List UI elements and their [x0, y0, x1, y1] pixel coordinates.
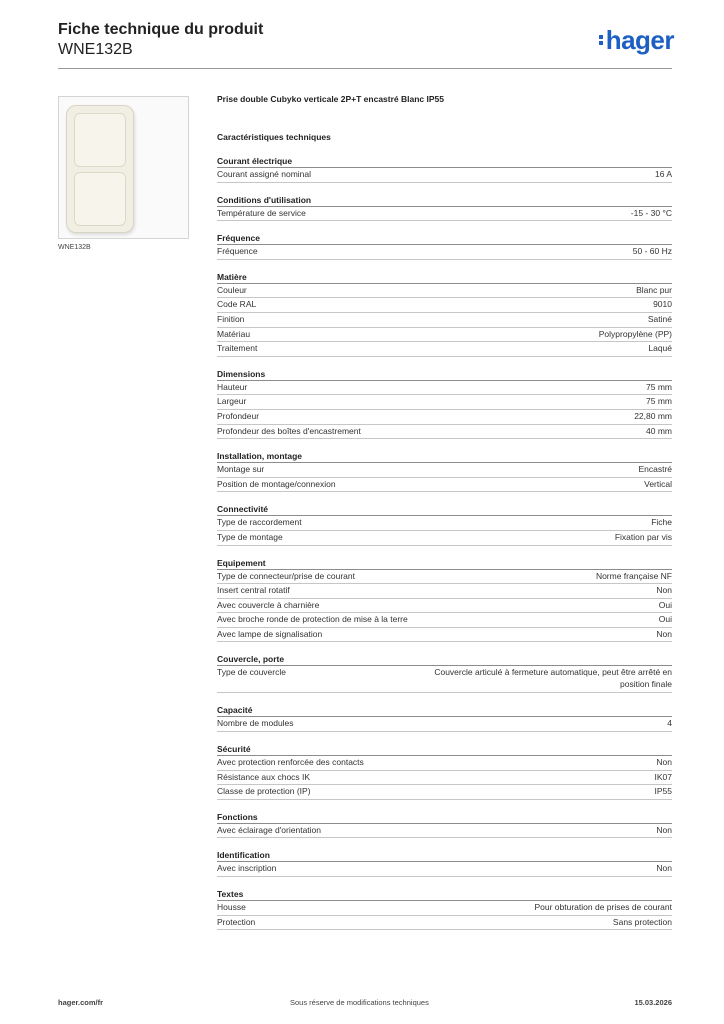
spec-label: Matériau: [217, 328, 251, 339]
spec-value: Polypropylène (PP): [598, 328, 672, 339]
spec-value: Encastré: [638, 464, 672, 475]
socket-plate-icon: [66, 105, 134, 233]
section-title: Fonctions: [217, 812, 672, 824]
spec-label: Traitement: [217, 343, 258, 354]
spec-label: Couleur: [217, 284, 247, 295]
spec-label: Type de connecteur/prise de courant: [217, 570, 355, 581]
spec-section: [217, 195, 672, 222]
spec-value: Fiche: [651, 517, 672, 528]
spec-row: [217, 570, 672, 585]
spec-section: [217, 504, 672, 545]
spec-value: Non: [656, 585, 672, 596]
spec-row: [217, 516, 672, 531]
spec-row: [217, 531, 672, 546]
footer-date: 15.03.2026: [634, 998, 672, 1007]
spec-row: [217, 328, 672, 343]
spec-row: [217, 717, 672, 732]
spec-value: Non: [656, 628, 672, 639]
spec-value: Satiné: [647, 313, 672, 324]
spec-value: Non: [656, 863, 672, 874]
spec-row: [217, 463, 672, 478]
spec-label: Avec lampe de signalisation: [217, 628, 323, 639]
section-title: Textes: [217, 889, 672, 901]
spec-row: [217, 395, 672, 410]
section-title: Courant électrique: [217, 156, 672, 168]
section-title: Fréquence: [217, 233, 672, 245]
specs-heading: Caractéristiques techniques: [217, 132, 331, 142]
section-title: Matière: [217, 272, 672, 284]
spec-label: Type de montage: [217, 531, 283, 542]
spec-value: 40 mm: [646, 425, 672, 436]
spec-row: [217, 916, 672, 931]
spec-value: IP55: [654, 786, 672, 797]
spec-label: Avec couvercle à charnière: [217, 599, 320, 610]
spec-row: [217, 245, 672, 260]
spec-label: Résistance aux chocs IK: [217, 771, 311, 782]
spec-row: [217, 771, 672, 786]
spec-label: Largeur: [217, 396, 247, 407]
section-title: Identification: [217, 850, 672, 862]
spec-row: [217, 862, 672, 877]
hager-logo: [599, 26, 674, 54]
footer-disclaimer: Sous réserve de modifications techniques: [290, 998, 429, 1007]
spec-label: Hauteur: [217, 381, 248, 392]
spec-label: Avec éclairage d'orientation: [217, 824, 322, 835]
logo-dots-icon: [599, 33, 604, 47]
spec-row: [217, 168, 672, 183]
spec-row: [217, 666, 672, 693]
spec-row: [217, 785, 672, 800]
spec-row: [217, 901, 672, 916]
spec-row: [217, 342, 672, 357]
product-reference: WNE132B: [58, 41, 133, 58]
spec-value: 16 A: [654, 169, 672, 179]
spec-value: Couvercle articulé à fermeture automatique, peut être arrêté en position finale: [434, 667, 672, 689]
logo-text: hager: [605, 25, 674, 55]
socket-cover-top: [74, 113, 126, 167]
spec-row: [217, 756, 672, 771]
section-title: Dimensions: [217, 369, 672, 381]
spec-section: [217, 850, 672, 877]
spec-value: 22,80 mm: [634, 410, 672, 421]
spec-value: 75 mm: [646, 381, 672, 392]
spec-value: 75 mm: [646, 396, 672, 407]
section-title: Couvercle, porte: [217, 654, 672, 666]
header-divider: [58, 68, 672, 69]
spec-value: Non: [656, 824, 672, 835]
spec-row: [217, 207, 672, 222]
spec-value: Blanc pur: [636, 284, 672, 295]
spec-content: [217, 94, 672, 930]
spec-label: Position de montage/connexion: [217, 478, 336, 489]
spec-label: Protection: [217, 916, 256, 927]
spec-label: Type de couvercle: [217, 667, 286, 678]
spec-row: [217, 613, 672, 628]
footer-website: hager.com/fr: [58, 998, 104, 1007]
spec-section: [217, 812, 672, 839]
spec-section: [217, 889, 672, 930]
spec-label: Température de service: [217, 207, 306, 218]
spec-row: [217, 284, 672, 299]
section-title: Conditions d'utilisation: [217, 195, 672, 207]
spec-label: Type de raccordement: [217, 517, 302, 528]
spec-row: [217, 313, 672, 328]
spec-label: Finition: [217, 313, 245, 324]
document-title: Fiche technique du produit: [58, 21, 264, 38]
spec-label: Code RAL: [217, 299, 257, 310]
spec-label: Avec protection renforcée des contacts: [217, 757, 364, 768]
spec-section: [217, 451, 672, 492]
spec-label: Avec inscription: [217, 863, 277, 874]
section-title: Connectivité: [217, 504, 672, 516]
spec-label: Nombre de modules: [217, 718, 294, 729]
spec-row: [217, 599, 672, 614]
spec-section: [217, 744, 672, 800]
spec-row: [217, 478, 672, 493]
spec-label: Fréquence: [217, 246, 258, 257]
spec-section: [217, 233, 672, 260]
spec-value: Fixation par vis: [614, 531, 672, 542]
spec-value: Norme française NF: [595, 570, 672, 581]
spec-value: Laqué: [648, 343, 672, 354]
spec-sections: [217, 156, 672, 930]
product-image: [58, 96, 189, 239]
spec-section: [217, 156, 672, 183]
spec-section: [217, 369, 672, 439]
spec-row: [217, 425, 672, 440]
section-title: Installation, montage: [217, 451, 672, 463]
product-name: Prise double Cubyko verticale 2P+T encastré Blanc IP55: [217, 94, 445, 104]
spec-value: IK07: [654, 771, 672, 782]
spec-section: [217, 705, 672, 732]
spec-label: Avec broche ronde de protection de mise à la terre: [217, 614, 408, 625]
spec-value: 9010: [653, 299, 672, 310]
spec-row: [217, 381, 672, 396]
spec-section: [217, 654, 672, 693]
spec-value: Non: [656, 757, 672, 768]
spec-value: Oui: [658, 599, 672, 610]
spec-row: [217, 410, 672, 425]
spec-value: Sans protection: [612, 916, 672, 927]
spec-label: Courant assigné nominal: [217, 169, 312, 179]
spec-row: [217, 584, 672, 599]
spec-section: [217, 558, 672, 643]
spec-row: [217, 628, 672, 643]
spec-label: Profondeur des boîtes d'encastrement: [217, 425, 361, 436]
image-caption: WNE132B: [58, 244, 91, 251]
spec-value: 50 - 60 Hz: [632, 246, 672, 257]
spec-value: -15 - 30 °C: [630, 207, 672, 218]
socket-cover-bottom: [74, 172, 126, 226]
spec-value: Pour obturation de prises de courant: [534, 902, 672, 913]
spec-section: [217, 272, 672, 357]
spec-row: [217, 298, 672, 313]
spec-value: Oui: [658, 614, 672, 625]
spec-label: Classe de protection (IP): [217, 786, 311, 797]
section-title: Equipement: [217, 558, 672, 570]
spec-label: Housse: [217, 902, 246, 913]
spec-label: Profondeur: [217, 410, 260, 421]
spec-label: Insert central rotatif: [217, 585, 290, 596]
spec-row: [217, 824, 672, 839]
section-title: Sécurité: [217, 744, 672, 756]
spec-value: 4: [667, 718, 672, 729]
spec-label: Montage sur: [217, 464, 265, 475]
section-title: Capacité: [217, 705, 672, 717]
document-header: [58, 20, 678, 60]
spec-value: Vertical: [644, 478, 672, 489]
